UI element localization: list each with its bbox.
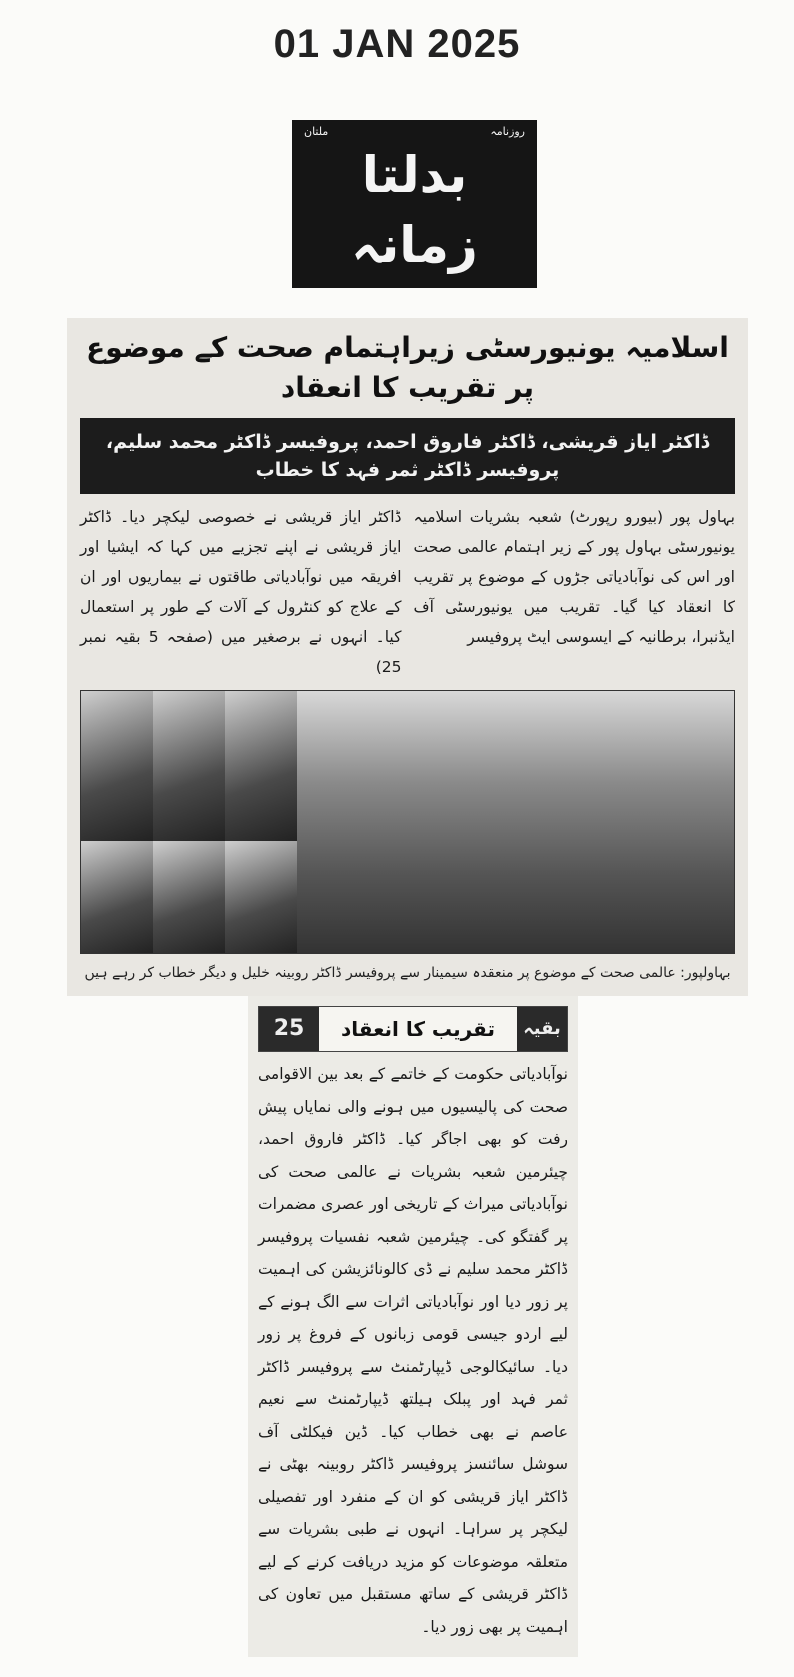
- speaker-portrait: [81, 691, 153, 841]
- speaker-portrait: [81, 841, 153, 953]
- continuation-number: 25: [259, 1007, 319, 1051]
- speaker-portrait: [153, 691, 225, 841]
- audience-image: [297, 691, 735, 953]
- continuation-body: نوآبادیاتی حکومت کے خاتمے کے بعد بین الاقوامی صحت کی پالیسیوں میں ہونے والی نمایاں پیش رفت کو بھی اجاگر کیا۔ ڈاکٹر فاروق احمد، چیئرمین شعبہ بشریات نے عالمی صحت کی نوآبادیاتی میراث کے تاریخی اور عصری مضمرات پر گفتگو کی۔ چیئرمین شعبہ نفسیات پروفیسر ڈاکٹر محمد سلیم نے ڈی کالونائزیشن کی اہمیت پر زور دیا اور نوآبادیاتی اثرات سے الگ ہونے کے لیے اردو جیسی قومی زبانوں کے فروغ پر زور دیا۔ سائیکالوجی ڈیپارٹمنٹ سے پروفیسر ڈاکٹر ثمر فہد اور پبلک ہیلتھ ڈیپارٹمنٹ سے نعیم عاصم نے بھی خطاب کیا۔ ڈین فیکلٹی آف سوشل سائنسز پروفیسر ڈاکٹر روبینہ بھٹی نے ڈاکٹر ایاز قریشی کو ان کے منفرد اور تفصیلی لیکچر پر سراہا۔ انہوں نے طبی بشریات سے متعلقہ موضوعات کو مزید دریافت کرنے کے لیے ڈاکٹر قریشی کے ساتھ مستقبل میں تعاون کی اہمیت پر بھی زور دیا۔: [258, 1065, 568, 1636]
- article-headline: اسلامیہ یونیورسٹی زیراہتمام صحت کے موضوع پر تقریب کا انعقاد: [86, 331, 729, 404]
- masthead-city: ملتان: [304, 125, 329, 138]
- seminar-photo: [80, 690, 735, 954]
- article-clipping: [67, 318, 748, 996]
- continuation-header: [258, 1006, 568, 1052]
- masthead-title: بدلتا زمانہ: [351, 146, 478, 274]
- article-columns: [80, 502, 735, 682]
- masthead-prefix: روزنامہ: [490, 125, 525, 138]
- photo-caption: بہاولپور: عالمی صحت کے موضوع پر منعقدہ سیمینار سے پروفیسر ڈاکٹر روبینہ خلیل و دیگر خطاب کر رہے ہیں: [84, 965, 731, 981]
- speaker-portrait: [225, 841, 297, 953]
- article-column-left: ڈاکٹر ایاز قریشی نے خصوصی لیکچر دیا۔ ڈاکٹر ایاز قریشی نے اپنے تجزیے میں کہا کہ ایشیا اور افریقہ میں نوآبادیاتی طاقتوں نے بیماریوں اور ان کے علاج کو کنٹرول کے آلات کے طور پر استعمال کیا۔ انہوں نے برصغیر میں (صفحہ 5 بقیہ نمبر 25): [80, 508, 402, 676]
- speaker-portrait: [225, 691, 297, 841]
- masthead-top-row: [292, 124, 537, 140]
- speaker-portrait: [153, 841, 225, 953]
- article-column-right: بہاول پور (بیورو رپورٹ) شعبہ بشریات اسلامیہ یونیورسٹی بہاول پور کے زیر اہتمام عالمی صحت اور اس کی نوآبادیاتی جڑوں کے موضوع پر تقریب کا انعقاد کیا گیا۔ تقریب میں یونیورسٹی آف ایڈنبرا، برطانیہ کے ایسوسی ایٹ پروفیسر: [413, 508, 735, 646]
- continuation-label: بقیہ: [517, 1007, 567, 1051]
- continuation-clipping: [248, 996, 578, 1657]
- article-subheadline: ڈاکٹر ایاز قریشی، ڈاکٹر فاروق احمد، پروفیسر ڈاکٹر محمد سلیم، پروفیسر ڈاکٹر ثمر فہد کا خطاب: [80, 418, 735, 494]
- continuation-title: تقریب کا انعقاد: [341, 1017, 495, 1041]
- newspaper-masthead: [292, 120, 537, 288]
- clipping-date: 01 JAN 2025: [273, 22, 521, 66]
